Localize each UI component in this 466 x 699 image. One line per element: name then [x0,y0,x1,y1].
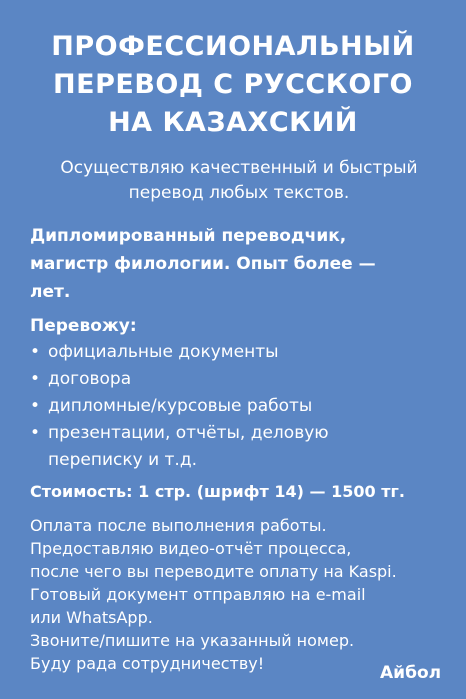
intro-line: перевод любых текстов. [128,183,350,203]
credentials-line: лет. [30,282,71,302]
payment-line: после чего вы переводите оплату на Kaspi. [30,562,397,581]
payment-line: Буду рада сотрудничеству! [30,654,265,673]
credentials-line: Дипломированный переводчик, [30,226,347,246]
services-list [30,339,450,474]
payment-info [30,514,460,675]
poster-title [0,28,466,142]
list-item-continuation: переписку и т.д. [48,450,197,470]
payment-line: Оплата после выполнения работы. [30,516,327,535]
credentials-line: магистр филологии. Опыт более — [30,254,376,274]
list-item-label: официальные документы [48,342,279,362]
title-line: ПЕРЕВОД С РУССКОГО [53,69,413,100]
list-item-label: презентации, отчёты, деловую [48,423,329,443]
signature-name: Айбол [380,663,442,683]
bullet-icon: • [30,396,41,416]
bullet-icon: • [30,423,41,443]
list-item [30,420,450,474]
services-heading: Перевожу: [30,316,137,336]
intro-text [24,156,454,206]
payment-line: Предоставляю видео-отчёт процесса, [30,539,352,558]
title-line: НА КАЗАХСКИЙ [108,107,358,138]
list-item [30,366,450,393]
bullet-icon: • [30,369,41,389]
list-item [30,339,450,366]
intro-line: Осуществляю качественный и быстрый [60,158,418,178]
payment-line: или WhatsApp. [30,608,153,627]
bullet-icon: • [30,342,41,362]
title-line: ПРОФЕССИОНАЛЬНЫЙ [51,31,415,62]
price-text: Стоимость: 1 стр. (шрифт 14) — 1500 тг. [30,482,405,501]
payment-line: Готовый документ отправляю на e-mail [30,585,366,604]
credentials-text [30,222,450,306]
list-item-label: дипломные/курсовые работы [48,396,313,416]
payment-line: Звоните/пишите на указанный номер. [30,631,355,650]
list-item [30,393,450,420]
list-item-label: договора [48,369,132,389]
